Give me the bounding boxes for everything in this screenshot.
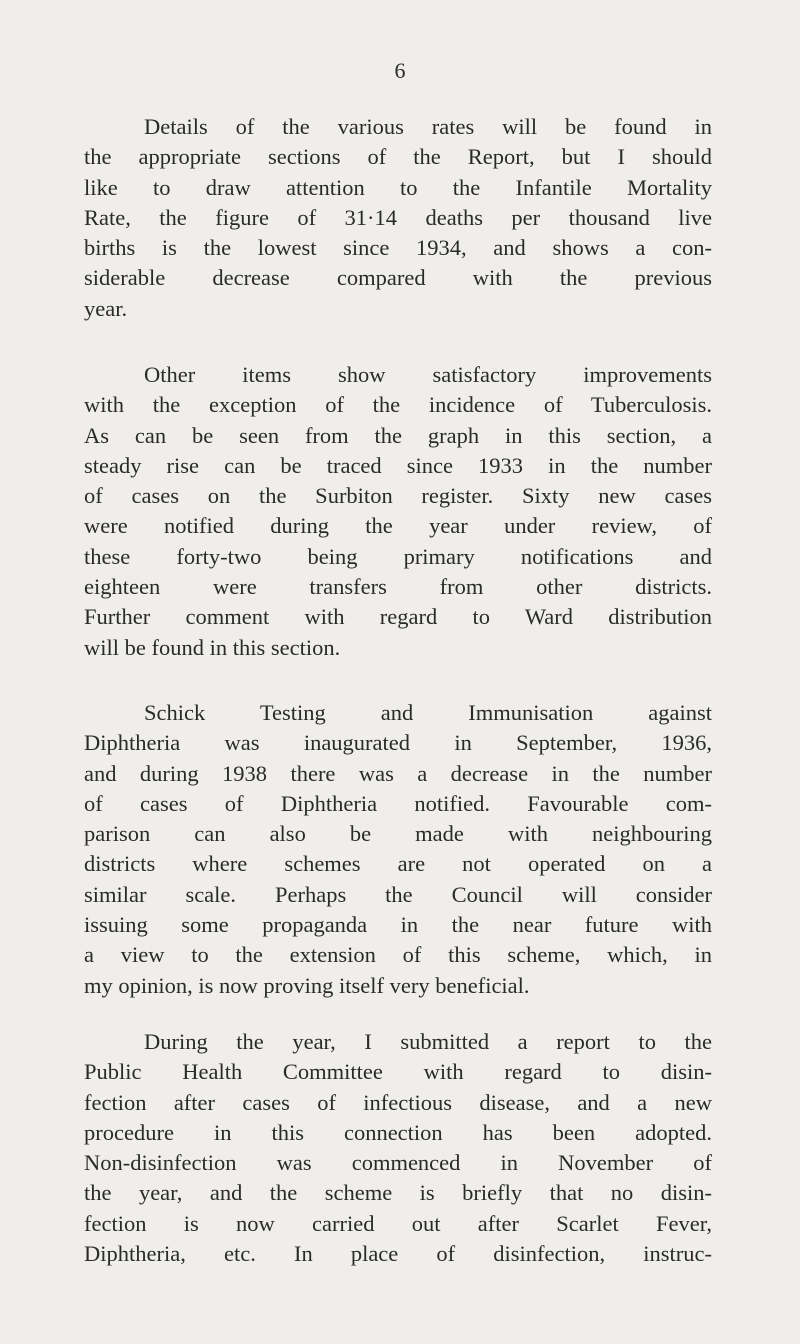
text-line: of cases of Diphtheria notified. Favourable com- <box>84 790 712 816</box>
paragraph-infant-mortality <box>84 112 712 324</box>
text-line: As can be seen from the graph in this section, a <box>84 422 712 448</box>
text-line: districts where schemes are not operated on a <box>84 851 712 877</box>
text-line: a view to the extension of this scheme, which, in <box>84 942 712 968</box>
text-line: Details of the various rates will be found in <box>144 114 712 139</box>
page-number: 6 <box>394 58 406 83</box>
text-line: my opinion, is now proving itself very beneficial. <box>84 972 530 998</box>
text-line: Schick Testing and Immunisation against <box>144 700 712 725</box>
paragraph-tuberculosis <box>84 360 712 663</box>
text-line: During the year, I submitted a report to the <box>144 1029 712 1054</box>
text-line: similar scale. Perhaps the Council will consider <box>84 881 712 907</box>
text-line: Rate, the figure of 31·14 deaths per thousand live <box>84 204 712 230</box>
text-line: the year, and the scheme is briefly that no disin- <box>84 1180 712 1206</box>
text-line: with the exception of the incidence of Tuberculosis. <box>84 392 712 418</box>
text-line: Diphtheria, etc. In place of disinfection, instruc- <box>84 1241 712 1267</box>
text-line: issuing some propaganda in the near future with <box>84 912 712 938</box>
text-line: steady rise can be traced since 1933 in the number <box>84 452 712 478</box>
text-line: fection after cases of infectious disease, and a new <box>84 1089 712 1115</box>
text-line: Further comment with regard to Ward distribution <box>84 604 712 630</box>
text-line: will be found in this section. <box>84 634 341 660</box>
text-line: births is the lowest since 1934, and shows a con- <box>84 235 712 261</box>
text-line: like to draw attention to the Infantile Mortality <box>84 174 712 200</box>
text-line: the appropriate sections of the Report, but I should <box>84 144 712 170</box>
text-line: Public Health Committee with regard to disin- <box>84 1059 712 1085</box>
text-line: Non-disinfection was commenced in November of <box>84 1150 712 1176</box>
paragraph-diphtheria <box>84 698 712 1001</box>
text-line: siderable decrease compared with the previous <box>84 265 712 291</box>
text-line: parison can also be made with neighbouring <box>84 821 712 847</box>
text-line: eighteen were transfers from other districts. <box>84 574 712 600</box>
text-line: year. <box>84 295 128 321</box>
text-line: fection is now carried out after Scarlet Fever, <box>84 1210 712 1236</box>
text-line: were notified during the year under review, of <box>84 513 712 539</box>
text-line: procedure in this connection has been adopted. <box>84 1119 712 1145</box>
text-line: Diphtheria was inaugurated in September, 1936, <box>84 730 712 756</box>
text-line: these forty-two being primary notifications and <box>84 543 712 569</box>
text-line: of cases on the Surbiton register. Sixty new cases <box>84 483 712 509</box>
text-line: and during 1938 there was a decrease in the number <box>84 760 712 786</box>
paragraph-disinfection <box>84 1027 712 1269</box>
text-line: Other items show satisfactory improvements <box>144 362 712 387</box>
